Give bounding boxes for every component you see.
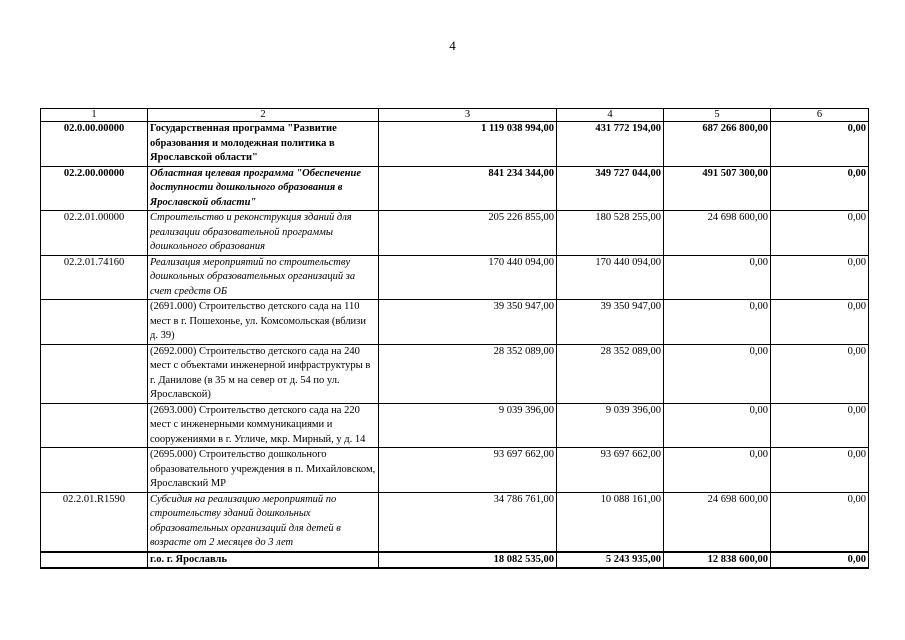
cell-col4: 5 243 935,00 xyxy=(557,552,664,569)
cell-col5: 0,00 xyxy=(664,448,771,493)
cell-name: (2695.000) Строительство дошкольного образовательного учреждения в п. Михайловском, Ярославский МР xyxy=(148,448,379,493)
cell-col6: 0,00 xyxy=(771,166,869,211)
cell-col4: 349 727 044,00 xyxy=(557,166,664,211)
cell-name: г.о. г. Ярославль xyxy=(148,552,379,569)
cell-col6: 0,00 xyxy=(771,448,869,493)
cell-col5: 24 698 600,00 xyxy=(664,492,771,552)
cell-code: 02.2.01.R1590 xyxy=(41,492,148,552)
table-row xyxy=(41,403,869,448)
cell-col6: 0,00 xyxy=(771,552,869,569)
cell-name: (2692.000) Строительство детского сада на 240 мест с объектами инженерной инфраструктуры в г. Данилове (в 35 м на север от д. 54 по ул. Ярославской) xyxy=(148,344,379,403)
cell-code: 02.0.00.00000 xyxy=(41,122,148,167)
cell-col3: 9 039 396,00 xyxy=(379,403,557,448)
cell-col3: 93 697 662,00 xyxy=(379,448,557,493)
cell-col3: 39 350 947,00 xyxy=(379,300,557,345)
cell-col5: 12 838 600,00 xyxy=(664,552,771,569)
header-col-4: 4 xyxy=(557,109,664,122)
table-header-row xyxy=(41,109,869,122)
cell-col6: 0,00 xyxy=(771,211,869,256)
table-row xyxy=(41,492,869,552)
cell-name: Реализация мероприятий по строительству дошкольных образовательных организаций за счет средств ОБ xyxy=(148,255,379,300)
cell-code xyxy=(41,448,148,493)
table-row xyxy=(41,344,869,403)
cell-col6: 0,00 xyxy=(771,492,869,552)
cell-col4: 28 352 089,00 xyxy=(557,344,664,403)
cell-col4: 431 772 194,00 xyxy=(557,122,664,167)
cell-col3: 205 226 855,00 xyxy=(379,211,557,256)
cell-col4: 9 039 396,00 xyxy=(557,403,664,448)
cell-code xyxy=(41,344,148,403)
cell-col4: 170 440 094,00 xyxy=(557,255,664,300)
header-col-1: 1 xyxy=(41,109,148,122)
cell-code: 02.2.00.00000 xyxy=(41,166,148,211)
cell-col5: 491 507 300,00 xyxy=(664,166,771,211)
table-row xyxy=(41,166,869,211)
cell-name: Областная целевая программа "Обеспечение доступности дошкольного образования в Ярославской области" xyxy=(148,166,379,211)
table-row xyxy=(41,255,869,300)
cell-col4: 180 528 255,00 xyxy=(557,211,664,256)
cell-code: 02.2.01.74160 xyxy=(41,255,148,300)
cell-col3: 28 352 089,00 xyxy=(379,344,557,403)
cell-col6: 0,00 xyxy=(771,255,869,300)
budget-table xyxy=(40,108,869,569)
table-row xyxy=(41,552,869,569)
table-row xyxy=(41,448,869,493)
cell-name: (2693.000) Строительство детского сада на 220 мест с инженерными коммуникациями и сооружениями в г. Угличе, мкр. Мирный, у д. 14 xyxy=(148,403,379,448)
cell-code xyxy=(41,552,148,569)
cell-col4: 39 350 947,00 xyxy=(557,300,664,345)
cell-col6: 0,00 xyxy=(771,300,869,345)
cell-col5: 0,00 xyxy=(664,255,771,300)
cell-col3: 1 119 038 994,00 xyxy=(379,122,557,167)
cell-col6: 0,00 xyxy=(771,403,869,448)
cell-col5: 687 266 800,00 xyxy=(664,122,771,167)
page-number: 4 xyxy=(449,38,456,53)
cell-code xyxy=(41,403,148,448)
cell-code xyxy=(41,300,148,345)
cell-col5: 0,00 xyxy=(664,344,771,403)
cell-col3: 170 440 094,00 xyxy=(379,255,557,300)
cell-col3: 34 786 761,00 xyxy=(379,492,557,552)
cell-col3: 841 234 344,00 xyxy=(379,166,557,211)
cell-col5: 0,00 xyxy=(664,300,771,345)
cell-name: Субсидия на реализацию мероприятий по строительству зданий дошкольных образовательных организаций для детей в возрасте от 2 месяцев до 3 лет xyxy=(148,492,379,552)
header-col-2: 2 xyxy=(148,109,379,122)
cell-col4: 93 697 662,00 xyxy=(557,448,664,493)
cell-col5: 24 698 600,00 xyxy=(664,211,771,256)
header-col-5: 5 xyxy=(664,109,771,122)
cell-col3: 18 082 535,00 xyxy=(379,552,557,569)
cell-name: Государственная программа "Развитие образования и молодежная политика в Ярославской области" xyxy=(148,122,379,167)
header-col-3: 3 xyxy=(379,109,557,122)
cell-name: Строительство и реконструкция зданий для реализации образовательной программы дошкольного образования xyxy=(148,211,379,256)
cell-col4: 10 088 161,00 xyxy=(557,492,664,552)
cell-col5: 0,00 xyxy=(664,403,771,448)
cell-col6: 0,00 xyxy=(771,344,869,403)
table-row xyxy=(41,211,869,256)
cell-code: 02.2.01.00000 xyxy=(41,211,148,256)
cell-col6: 0,00 xyxy=(771,122,869,167)
table-row xyxy=(41,300,869,345)
cell-name: (2691.000) Строительство детского сада на 110 мест в г. Пошехонье, ул. Комсомольская (вблизи д. 39) xyxy=(148,300,379,345)
header-col-6: 6 xyxy=(771,109,869,122)
table-row xyxy=(41,122,869,167)
